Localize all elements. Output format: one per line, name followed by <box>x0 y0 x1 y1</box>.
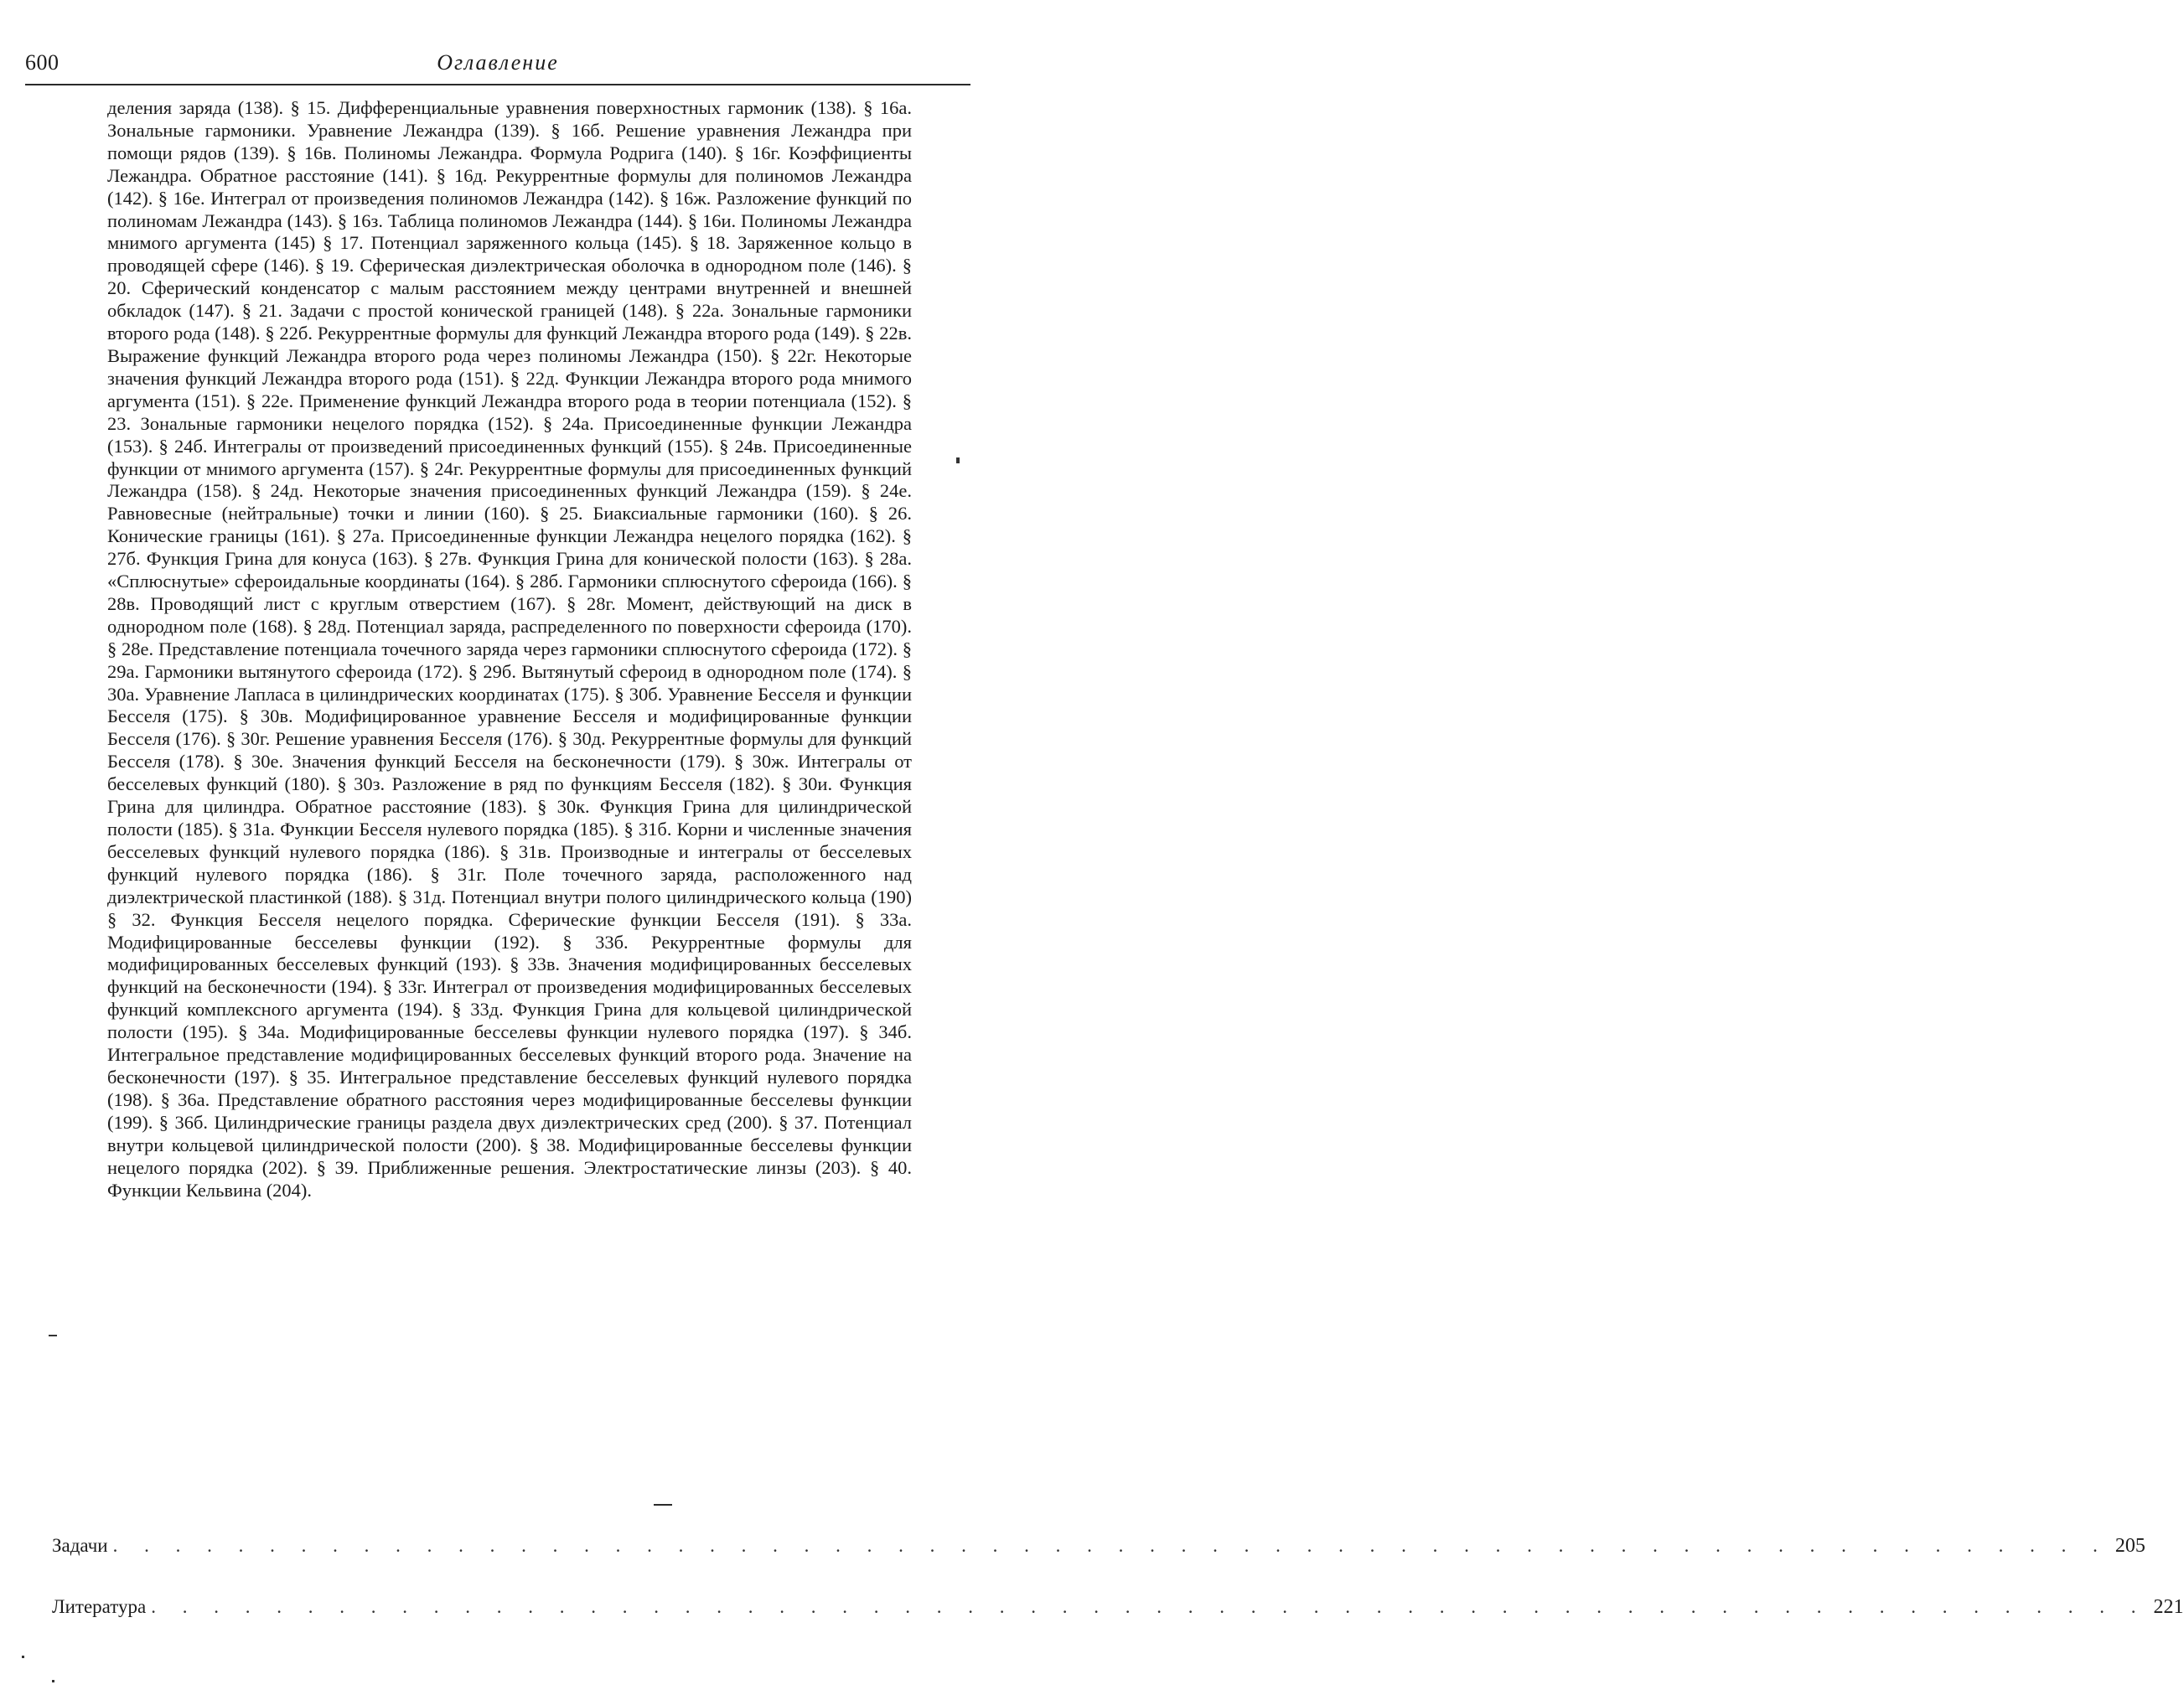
scan-speck <box>49 1335 57 1336</box>
toc-entry-problems <box>52 1535 2145 1563</box>
section-divider-dash <box>654 1504 672 1506</box>
page-header <box>25 50 970 80</box>
scan-speck <box>22 1656 24 1658</box>
toc-entry-page: 221 <box>2153 1596 2184 1618</box>
contents-paragraph: деления заряда (138). § 15. Дифференциальные уравнения поверхностных гармоник (138). § 16а. Зональные гармоники. Уравнение Лежандра (139). § 16б. Решение уравнения Лежандра при помощи рядов (139). § 16в. Полиномы Лежандра. Формула Родрига (140). § 16г. Коэффициенты Лежандра. Обратное расстояние (141). § 16д. Рекуррентные формулы для полиномов Лежандра (142). § 16е. Интеграл от произведения полиномов Лежандра (142). § 16ж. Разложение функций по полиномам Лежандра (143). § 16з. Таблица полиномов Лежандра (144). § 16и. Полиномы Лежандра мнимого аргумента (145) § 17. Потенциал заряженного кольца (145). § 18. Заряженное кольцо в проводящей сфере (146). § 19. Сферическая диэлектрическая оболочка в однородном поле (146). § 20. Сферический конденсатор с малым расстоянием между центрами внутренней и внешней обкладок (147). § 21. Задачи с простой конической границей (148). § 22а. Зональные гармоники второго рода (148). § 22б. Рекуррентные формулы для функций Лежандра второго рода (149). § 22в. Выражение функций Лежандра второго рода через полиномы Лежандра (150). § 22г. Некоторые значения функций Лежандра второго рода (151). § 22д. Функции Лежандра второго рода мнимого аргумента (151). § 22е. Применение функций Лежандра второго рода в теории потенциала (152). § 23. Зональные гармоники нецелого порядка (152). § 24а. Присоединенные функции Лежандра (153). § 24б. Интегралы от произведений присоединенных функций (155). § 24в. Присоединенные функции от мнимого аргумента (157). § 24г. Рекуррентные формулы для присоединенных функций Лежандра (158). § 24д. Некоторые значения присоединенных функций Лежандра (159). § 24е. Равновесные (нейтральные) точки и линии (160). § 25. Биаксиальные гармоники (160). § 26. Конические границы (161). § 27а. Присоединенные функции Лежандра нецелого порядка (162). § 27б. Функция Грина для конуса (163). § 27в. Функция Грина для конической полости (163). § 28а. «Сплюснутые» сфероидальные координаты (164). § 28б. Гармоники сплюснутого сфероида (166). § 28в. Проводящий лист с круглым отверстием (167). § 28г. Момент, действующий на диск в однородном поле (168). § 28д. Потенциал заряда, распределенного по поверхности сфероида (170). § 28е. Представление потенциала точечного заряда через гармоники сплюснутого сфероида (172). § 29а. Гармоники вытянутого сфероида (172). § 29б. Вытянутый сфероид в однородном поле (174). § 30а. Уравнение Лапласа в цилиндрических координатах (175). § 30б. Уравнение Бесселя и функции Бесселя (175). § 30в. Модифицированное уравнение Бесселя и модифицированные функции Бесселя (176). § 30г. Решение уравнения Бесселя (176). § 30д. Рекуррентные формулы для функций Бесселя (178). § 30е. Значения функций Бесселя на бесконечности (179). § 30ж. Интегралы от бесселевых функций (180). § 30з. Разложение в ряд по функциям Бесселя (182). § 30и. Функция Грина для цилиндра. Обратное расстояние (183). § 30к. Функция Грина для цилиндрической полости (185). § 31а. Функции Бесселя нулевого порядка (185). § 31б. Корни и численные значения бесселевых функций нулевого порядка (186). § 31в. Производные и интегралы от бесселевых функций нулевого порядка (186). § 31г. Поле точечного заряда, расположенного над диэлектрической пластинкой (188). § 31д. Потенциал внутри полого цилиндрического кольца (190) § 32. Функция Бесселя нецелого порядка. Сферические функции Бесселя (191). § 33а. Модифицированные бесселевы функции (192). § 33б. Рекуррентные формулы для модифицированных бесселевых функций (193). § 33в. Значения модифицированных бесселевых функций на бесконечности (194). § 33г. Интеграл от произведения модифицированных бесселевых функций комплексного аргумента (194). § 33д. Функция Грина для кольцевой цилиндрической полости (195). § 34а. Модифицированные бесселевы функции нулевого порядка (197). § 34б. Интегральное представление модифицированных бесселевых функций второго рода. Значение на бесконечности (197). § 35. Интегральное представление бесселевых функций нулевого порядка (198). § 36а. Представление обратного расстояния через модифицированные бесселевы функции (199). § 36б. Цилиндрические границы раздела двух диэлектрических сред (200). § 37. Потенциал внутри кольцевой цилиндрической полости (200). § 38. Модифицированные бесселевы функции нецелого порядка (202). § 39. Приближенные решения. Электростатические линзы (203). § 40. Функции Кельвина (204). <box>107 97 912 1201</box>
toc-entry-label: Литература <box>52 1596 147 1617</box>
scan-speck <box>52 1680 54 1682</box>
scan-speck <box>956 457 960 463</box>
leader-dots: . . . . . . . . . . . . . . . . . . . . . . . . . . . . . . . . . . . . . . . . . . . . . . . . . . . . . . . . . . . . . . . . <box>151 1596 2147 1617</box>
toc-entry-literature <box>52 1596 2184 1625</box>
page-number: 600 <box>25 50 60 75</box>
toc-entry-label: Задачи <box>52 1535 108 1556</box>
toc-entry-page: 205 <box>2114 1535 2145 1557</box>
running-title: Оглавление <box>437 50 559 75</box>
header-rule <box>25 84 970 85</box>
leader-dots: . . . . . . . . . . . . . . . . . . . . . . . . . . . . . . . . . . . . . . . . . . . . . . . . . . . . . . . . . . . . . . . . <box>112 1535 2109 1556</box>
